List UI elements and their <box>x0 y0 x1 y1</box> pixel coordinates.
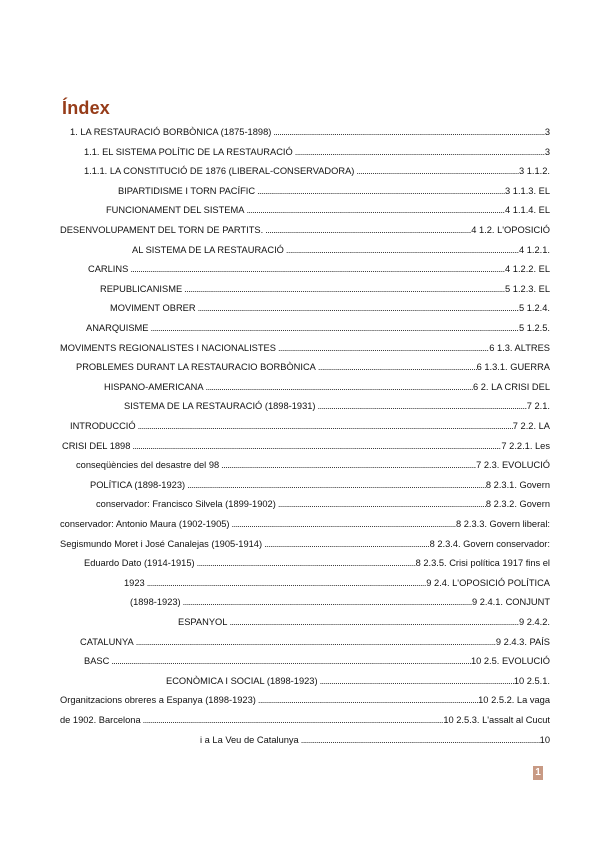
toc-entry-tail: 10 2.5. EVOLUCIÓ <box>470 656 550 667</box>
toc-entry-text: de 1902. Barcelona <box>60 715 141 725</box>
toc-entry-tail: 6 1.3.1. GUERRA <box>476 362 550 373</box>
toc-entry-text: CATALUNYA <box>80 636 134 647</box>
toc-entry-tail: 3 <box>544 127 550 137</box>
toc-leader-dots <box>262 534 430 554</box>
toc-entry[interactable] <box>62 436 550 456</box>
toc-entry-tail: 8 2.3.4. Govern conservador: <box>429 538 550 549</box>
toc-entry-tail: 5 1.2.3. EL <box>505 283 550 294</box>
toc-entry[interactable] <box>86 318 550 338</box>
toc-leader-dots <box>244 200 505 220</box>
toc-entry-tail: 9 2.4. L'OPOSICIÓ POLÍTICA <box>426 577 550 588</box>
toc-leader-dots <box>284 240 519 260</box>
toc-entry-text: conservador: Francisco Silvela (1899-1902) <box>96 499 276 510</box>
toc-entry[interactable] <box>60 514 550 534</box>
toc-entry-text: 1.1. EL SISTEMA POLÍTIC DE LA RESTAURACIÓ <box>84 146 293 157</box>
toc-entry[interactable] <box>166 671 550 691</box>
toc-entry-text: CRISI DEL 1898 <box>62 440 131 451</box>
toc-entry-tail: 3 1.1.2. <box>518 166 550 177</box>
toc-entry-text: 1.1.1. LA CONSTITUCIÓ DE 1876 (LIBERAL-CONSERVADORA) <box>84 166 355 177</box>
toc-entry-tail: 8 2.3.1. Govern <box>485 479 550 490</box>
toc-entry[interactable] <box>118 181 550 201</box>
toc-leader-dots <box>195 553 416 573</box>
toc-entry-text: (1898-1923) <box>130 597 181 608</box>
toc-entry-tail: 7 2.1. <box>526 401 550 412</box>
toc-entry-tail: 10 2.5.1. <box>513 675 550 686</box>
toc-entry[interactable] <box>178 612 550 632</box>
index-title: Índex <box>62 98 111 118</box>
toc-entry-text: FUNCIONAMENT DEL SISTEMA <box>106 205 245 216</box>
toc-leader-dots <box>145 573 427 593</box>
toc-entry-tail: 7 2.3. EVOLUCIÓ <box>476 460 550 471</box>
toc-entry[interactable] <box>80 632 550 652</box>
toc-entry-tail: 3 <box>544 146 550 157</box>
toc-entry[interactable] <box>88 259 550 279</box>
toc-leader-dots <box>256 690 478 710</box>
toc-entry-tail: 8 2.3.5. Crisi política 1917 fins el <box>415 558 550 569</box>
toc-leader-dots <box>130 436 501 456</box>
toc-entry-tail: 4 1.1.4. EL <box>505 205 550 216</box>
toc-entry-text: ESPANYOL <box>178 617 228 627</box>
toc-entry-text: BASC <box>84 656 110 667</box>
toc-entry[interactable] <box>60 338 550 358</box>
toc-entry-tail: 3 1.1.3. EL <box>505 185 550 196</box>
toc-entry-tail: 6 2. LA CRISI DEL <box>473 381 550 392</box>
toc-entry-tail: 10 2.5.3. L'assalt al Cucut <box>443 715 550 725</box>
toc-entry[interactable] <box>106 200 550 220</box>
toc-entry-tail: 10 <box>539 734 550 745</box>
toc-entry[interactable] <box>70 122 550 142</box>
toc-entry-text: Segismundo Moret i José Canalejas (1905-1914) <box>60 538 263 549</box>
toc-leader-dots <box>354 161 519 181</box>
toc-leader-dots <box>181 592 472 612</box>
toc-entry[interactable] <box>84 553 550 573</box>
toc-entry-tail: 8 2.3.3. Govern liberal: <box>455 519 550 529</box>
toc-leader-dots <box>182 279 505 299</box>
toc-entry[interactable] <box>60 534 550 554</box>
toc-leader-dots <box>134 632 496 652</box>
toc-entry[interactable] <box>104 377 550 397</box>
toc-entry-tail: 9 2.4.1. CONJUNT <box>471 597 550 608</box>
toc-leader-dots <box>149 318 519 338</box>
toc-entry-tail: 9 2.4.3. PAÍS <box>495 636 550 647</box>
toc-entry-text: 1923 <box>124 577 145 588</box>
toc-leader-dots <box>109 651 471 671</box>
toc-entry-text: POLÍTICA (1898-1923) <box>90 479 186 490</box>
toc-leader-dots <box>299 730 540 750</box>
toc-entry-tail: 4 1.2.1. <box>518 244 550 255</box>
toc-entry[interactable] <box>124 396 550 416</box>
toc-entry-text: MOVIMENTS REGIONALISTES I NACIONALISTES <box>60 342 276 353</box>
toc-entry-tail: 5 1.2.4. <box>518 303 550 314</box>
toc-entry-text: conservador: Antonio Maura (1902-1905) <box>60 519 230 529</box>
toc-leader-dots <box>271 122 544 142</box>
toc-leader-dots <box>227 612 519 632</box>
toc-entry-text: AL SISTEMA DE LA RESTAURACIÓ <box>132 244 284 255</box>
toc-entry-tail: 5 1.2.5. <box>518 323 550 333</box>
toc-entry-text: MOVIMENT OBRER <box>110 303 196 314</box>
toc-leader-dots <box>263 220 471 240</box>
toc-entry[interactable] <box>84 142 550 162</box>
toc-leader-dots <box>293 142 545 162</box>
toc-entry-tail: 4 1.2. L'OPOSICIÓ <box>471 225 550 235</box>
toc-entry-text: PROBLEMES DURANT LA RESTAURACIO BORBÒNICA <box>76 362 316 373</box>
toc-entry-text: INTRODUCCIÓ <box>70 421 136 431</box>
toc-entry-tail: 4 1.2.2. EL <box>505 264 550 275</box>
toc-entry-tail: 9 2.4.2. <box>518 617 550 627</box>
toc-leader-dots <box>318 671 514 691</box>
toc-entry[interactable] <box>90 475 550 495</box>
toc-entry[interactable] <box>110 298 550 318</box>
toc-entry-tail: 6 1.3. ALTRES <box>489 342 550 353</box>
toc-entry[interactable] <box>60 220 550 240</box>
toc-entry[interactable] <box>130 592 550 612</box>
toc-leader-dots <box>136 416 513 436</box>
toc-leader-dots <box>316 396 527 416</box>
toc-entry-text: DESENVOLUPAMENT DEL TORN DE PARTITS. <box>60 225 264 235</box>
toc-entry-text: SISTEMA DE LA RESTAURACIÓ (1898-1931) <box>124 401 316 412</box>
toc-entry-text: 1. LA RESTAURACIÓ BORBÒNICA (1875-1898) <box>70 127 272 137</box>
toc-entry[interactable] <box>60 690 550 710</box>
toc-leader-dots <box>316 357 477 377</box>
toc-leader-dots <box>204 377 473 397</box>
toc-leader-dots <box>276 494 486 514</box>
toc-entry[interactable] <box>60 710 550 730</box>
toc-entry-text: REPUBLICANISME <box>100 283 183 294</box>
toc-entry[interactable] <box>200 730 550 750</box>
toc-leader-dots <box>141 710 444 730</box>
page-number-badge: 1 <box>533 766 543 780</box>
toc-entry[interactable] <box>84 161 550 181</box>
toc-entry-text: ANARQUISME <box>86 323 149 333</box>
toc-entry-tail: 8 2.3.2. Govern <box>485 499 550 510</box>
toc-entry[interactable] <box>96 494 550 514</box>
toc-entry-tail: 7 2.2.1. Les <box>501 440 550 451</box>
toc-entry-text: CARLINS <box>88 264 129 275</box>
toc-entry-tail: 7 2.2. LA <box>512 421 550 431</box>
toc-entry[interactable] <box>84 651 550 671</box>
toc-leader-dots <box>276 338 489 358</box>
toc-entry-tail: 10 2.5.2. La vaga <box>478 695 550 706</box>
toc-entry[interactable] <box>132 240 550 260</box>
toc-leader-dots <box>219 455 476 475</box>
toc-leader-dots <box>185 475 486 495</box>
toc-leader-dots <box>128 259 505 279</box>
toc-entry[interactable] <box>100 279 550 299</box>
toc-leader-dots <box>255 181 505 201</box>
toc-leader-dots <box>230 514 456 534</box>
toc-entry[interactable] <box>70 416 550 436</box>
toc-entry-text: BIPARTIDISME I TORN PACÍFIC <box>118 185 256 196</box>
toc-leader-dots <box>196 298 519 318</box>
toc-entry-text: ECONÒMICA I SOCIAL (1898-1923) <box>166 675 318 686</box>
toc-entry[interactable] <box>124 573 550 593</box>
toc-entry-text: Eduardo Dato (1914-1915) <box>84 558 195 569</box>
toc-entry-text: HISPANO-AMERICANA <box>104 381 204 392</box>
toc-entry[interactable] <box>76 357 550 377</box>
toc-entry-text: i a La Veu de Catalunya <box>200 734 299 745</box>
toc-entry-text: Organitzacions obreres a Espanya (1898-1923) <box>60 695 256 706</box>
toc-entry[interactable] <box>76 455 550 475</box>
toc-entry-text: conseqüències del desastre del 98 <box>76 460 220 471</box>
